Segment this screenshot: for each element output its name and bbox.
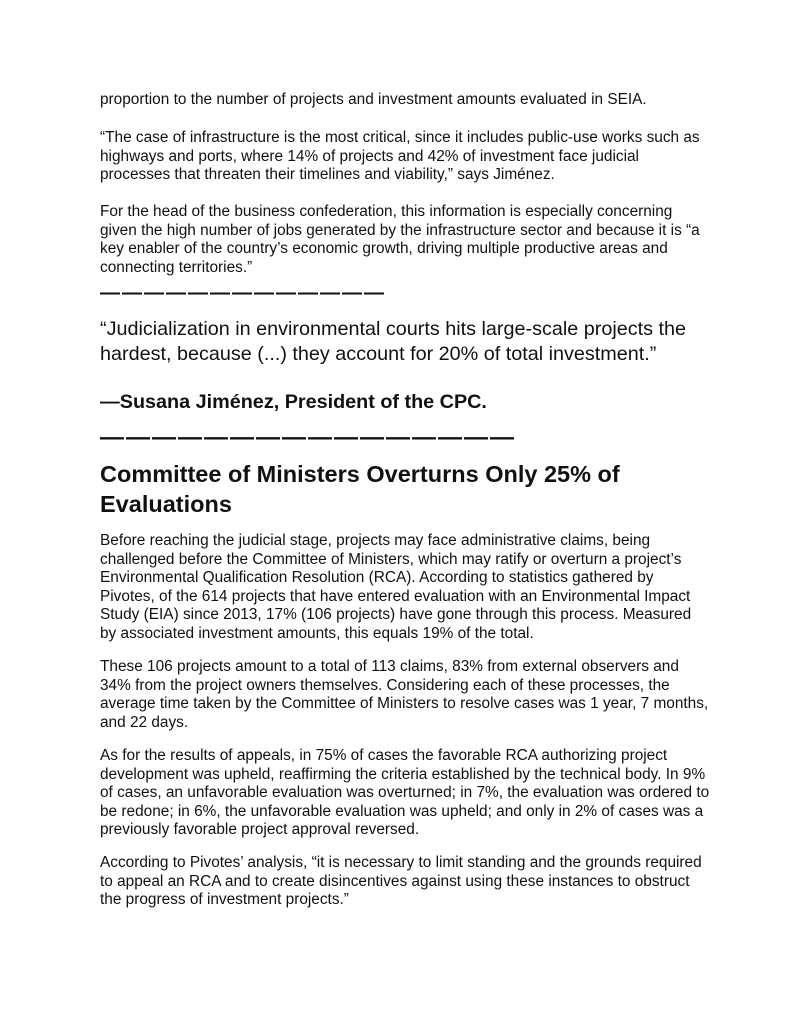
divider-short: ————————————— [100,282,386,304]
paragraph-infrastructure-quote: “The case of infrastructure is the most critical, since it includes public-use works such as highways and ports, where 14% of projects and 42% of investment face judicial processes that threaten their timelines and viability,” says Jiménez. [100,129,700,183]
paragraph-pivotes-analysis: According to Pivotes’ analysis, “it is necessary to limit standing and the grounds required to appeal an RCA and to create disincentives against using these instances to obstruct the progress of investment projects.” [100,854,702,908]
paragraph-claims-timing: These 106 projects amount to a total of 113 claims, 83% from external observers and 34% from the project owners themselves. Considering each of these processes, the average time taken by the Committee of Ministers to resolve cases was 1 year, 7 months, and 22 days. [100,658,709,731]
paragraph-continued: proportion to the number of projects and investment amounts evaluated in SEIA. [100,91,647,108]
paragraph-business-confederation: For the head of the business confederation, this information is especially concerning given the high number of jobs generated by the infrastructure sector and because it is “a key enabler of the country’s economic growth, driving multiple productive areas and connecting territories.” [100,203,700,276]
paragraph-committee-claims: Before reaching the judicial stage, projects may face administrative claims, being challenged before the Committee of Ministers, which may ratify or overturn a project’s Environmental Qualification Resolution (RCA). According to statistics gathered by Pivotes, of the 614 projects that have entered evaluation with an Environmental Impact Study (EIA) since 2013, 17% (106 projects) have gone through this process. Measured by associated investment amounts, this equals 19% of the total. [100,532,692,642]
pull-quote: “Judicialization in environmental courts hits large-scale projects the hardest, because (...) they account for 20% of total investment.” [100,318,687,365]
section-heading: Committee of Ministers Overturns Only 25% of Evaluations [100,461,620,517]
divider-long: ———————————————— [100,424,516,451]
paragraph-appeal-results: As for the results of appeals, in 75% of cases the favorable RCA authorizing project development was upheld, reaffirming the criteria established by the technical body. In 9% of cases, an unfavorable evaluation was overturned; in 7%, the evaluation was ordered to be redone; in 6%, the unfavorable evaluation was upheld; and only in 2% of cases was a previously favorable project approval reversed. [100,747,710,838]
pull-quote-attribution: —Susana Jiménez, President of the CPC. [100,391,487,413]
